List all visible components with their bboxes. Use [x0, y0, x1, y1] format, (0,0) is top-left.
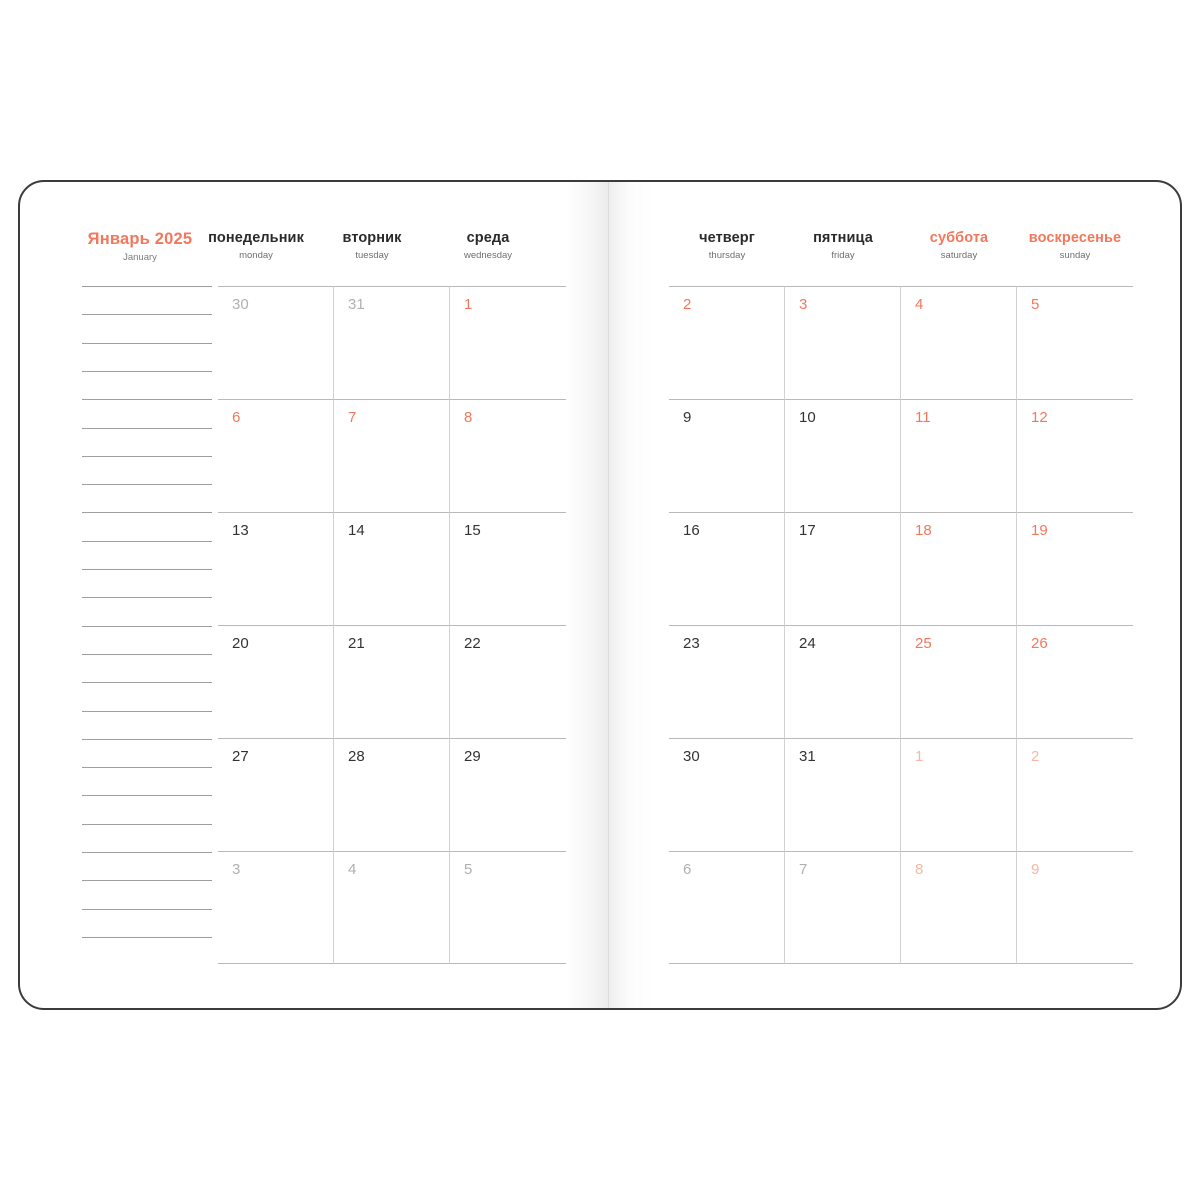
- weekday-ru: среда: [466, 230, 510, 246]
- weekday-ru: вторник: [342, 230, 402, 246]
- weekday-header-monday: [198, 230, 314, 276]
- calendar-day-cell[interactable]: [1017, 512, 1133, 625]
- weekday-en: sunday: [1059, 250, 1091, 261]
- notebook-spread: [18, 180, 1182, 1010]
- weekday-header-thursday: [669, 230, 785, 276]
- calendar-day-cell[interactable]: [785, 399, 901, 512]
- calendar-day-number: 19: [1031, 522, 1048, 539]
- note-line[interactable]: [82, 824, 212, 825]
- calendar-day-cell[interactable]: [669, 399, 785, 512]
- calendar-day-number: 12: [1031, 409, 1048, 426]
- calendar-day-number: 8: [464, 409, 473, 426]
- calendar-day-number: 17: [799, 522, 816, 539]
- calendar-day-cell[interactable]: [334, 738, 450, 851]
- note-line[interactable]: [82, 852, 212, 853]
- calendar-day-cell[interactable]: [450, 851, 566, 964]
- note-line[interactable]: [82, 314, 212, 315]
- calendar-day-number: 14: [348, 522, 365, 539]
- calendar-day-cell[interactable]: [901, 851, 1017, 964]
- note-line[interactable]: [82, 739, 212, 740]
- note-line[interactable]: [82, 484, 212, 485]
- note-line[interactable]: [82, 767, 212, 768]
- calendar-day-number: 4: [348, 861, 357, 878]
- calendar-day-cell[interactable]: [785, 512, 901, 625]
- weekday-ru: пятница: [813, 230, 873, 246]
- note-line[interactable]: [82, 795, 212, 796]
- calendar-day-number: 8: [915, 861, 924, 878]
- note-line[interactable]: [82, 880, 212, 881]
- calendar-day-cell[interactable]: [1017, 399, 1133, 512]
- calendar-day-cell[interactable]: [669, 512, 785, 625]
- calendar-day-number: 29: [464, 748, 481, 765]
- calendar-day-number: 4: [915, 296, 924, 313]
- calendar-day-number: 5: [1031, 296, 1040, 313]
- calendar-day-cell[interactable]: [218, 625, 334, 738]
- calendar-day-cell[interactable]: [901, 286, 1017, 399]
- calendar-day-cell[interactable]: [450, 625, 566, 738]
- note-line[interactable]: [82, 428, 212, 429]
- calendar-day-number: 3: [799, 296, 808, 313]
- calendar-day-number: 30: [683, 748, 700, 765]
- calendar-day-number: 31: [799, 748, 816, 765]
- calendar-day-number: 7: [348, 409, 357, 426]
- calendar-day-cell[interactable]: [1017, 286, 1133, 399]
- calendar-day-cell[interactable]: [334, 286, 450, 399]
- calendar-day-cell[interactable]: [218, 738, 334, 851]
- calendar-day-cell[interactable]: [450, 738, 566, 851]
- calendar-day-cell[interactable]: [334, 512, 450, 625]
- header-row-left: [82, 230, 546, 276]
- calendar-day-cell[interactable]: [218, 851, 334, 964]
- note-line[interactable]: [82, 937, 212, 938]
- note-line[interactable]: [82, 682, 212, 683]
- calendar-day-cell[interactable]: [901, 738, 1017, 851]
- weekday-header-sunday: [1017, 230, 1133, 276]
- note-line[interactable]: [82, 541, 212, 542]
- weekday-en: friday: [831, 250, 855, 261]
- calendar-day-number: 24: [799, 635, 816, 652]
- calendar-day-number: 6: [232, 409, 241, 426]
- calendar-day-number: 25: [915, 635, 932, 652]
- calendar-day-number: 27: [232, 748, 249, 765]
- calendar-day-cell[interactable]: [669, 738, 785, 851]
- weekday-en: tuesday: [355, 250, 389, 261]
- page-right: [624, 182, 1182, 1008]
- calendar-day-number: 1: [464, 296, 473, 313]
- calendar-day-cell[interactable]: [785, 738, 901, 851]
- calendar-grid-left: [218, 286, 566, 964]
- month-title-ru: Январь 2025: [87, 230, 193, 248]
- note-line[interactable]: [82, 456, 212, 457]
- note-line[interactable]: [82, 711, 212, 712]
- note-line[interactable]: [82, 569, 212, 570]
- calendar-day-number: 28: [348, 748, 365, 765]
- calendar-day-number: 3: [232, 861, 241, 878]
- weekday-ru: понедельник: [208, 230, 304, 246]
- note-line[interactable]: [82, 371, 212, 372]
- calendar-day-cell[interactable]: [334, 399, 450, 512]
- calendar-day-cell[interactable]: [450, 512, 566, 625]
- note-line[interactable]: [82, 512, 212, 513]
- notes-lines[interactable]: [82, 286, 212, 966]
- calendar-day-number: 10: [799, 409, 816, 426]
- calendar-day-number: 16: [683, 522, 700, 539]
- calendar-day-number: 31: [348, 296, 365, 313]
- calendar-day-number: 2: [683, 296, 692, 313]
- note-line[interactable]: [82, 343, 212, 344]
- weekday-header-saturday: [901, 230, 1017, 276]
- calendar-day-number: 5: [464, 861, 473, 878]
- calendar-day-cell[interactable]: [901, 399, 1017, 512]
- calendar-day-number: 7: [799, 861, 808, 878]
- weekday-header-tuesday: [314, 230, 430, 276]
- calendar-day-number: 2: [1031, 748, 1040, 765]
- calendar-day-cell[interactable]: [334, 851, 450, 964]
- calendar-day-number: 13: [232, 522, 249, 539]
- calendar-day-number: 18: [915, 522, 932, 539]
- calendar-day-cell[interactable]: [669, 286, 785, 399]
- weekday-header-wednesday: [430, 230, 546, 276]
- weekday-ru: суббота: [929, 230, 989, 246]
- note-line[interactable]: [82, 654, 212, 655]
- calendar-day-number: 11: [915, 409, 931, 426]
- calendar-day-number: 23: [683, 635, 700, 652]
- calendar-day-cell[interactable]: [785, 851, 901, 964]
- calendar-day-cell[interactable]: [218, 399, 334, 512]
- calendar-day-number: 21: [348, 635, 365, 652]
- calendar-day-cell[interactable]: [1017, 851, 1133, 964]
- weekday-en: wednesday: [463, 250, 513, 261]
- weekday-header-friday: [785, 230, 901, 276]
- weekday-en: monday: [239, 250, 273, 261]
- page-fold-line: [608, 182, 609, 1008]
- calendar-day-number: 26: [1031, 635, 1048, 652]
- month-title-en: January: [123, 252, 157, 263]
- note-line[interactable]: [82, 286, 212, 287]
- calendar-day-number: 9: [683, 409, 692, 426]
- note-line[interactable]: [82, 597, 212, 598]
- weekday-en: saturday: [940, 250, 978, 261]
- calendar-day-number: 9: [1031, 861, 1040, 878]
- weekday-ru: воскресенье: [1028, 230, 1122, 246]
- calendar-day-cell[interactable]: [785, 625, 901, 738]
- calendar-day-number: 15: [464, 522, 481, 539]
- calendar-day-number: 22: [464, 635, 481, 652]
- note-line[interactable]: [82, 909, 212, 910]
- note-line[interactable]: [82, 626, 212, 627]
- calendar-day-cell[interactable]: [450, 286, 566, 399]
- calendar-day-number: 20: [232, 635, 249, 652]
- calendar-day-cell[interactable]: [218, 512, 334, 625]
- weekday-en: thursday: [708, 250, 746, 261]
- calendar-day-cell[interactable]: [1017, 625, 1133, 738]
- month-title: [82, 230, 198, 276]
- calendar-day-cell[interactable]: [1017, 738, 1133, 851]
- calendar-day-cell[interactable]: [901, 512, 1017, 625]
- calendar-day-cell[interactable]: [450, 399, 566, 512]
- calendar-day-cell[interactable]: [901, 625, 1017, 738]
- calendar-day-cell[interactable]: [669, 625, 785, 738]
- calendar-day-number: 30: [232, 296, 249, 313]
- calendar-day-cell[interactable]: [785, 286, 901, 399]
- calendar-day-number: 6: [683, 861, 692, 878]
- calendar-day-number: 1: [915, 748, 924, 765]
- note-line[interactable]: [82, 399, 212, 400]
- page-left: [20, 182, 580, 1008]
- calendar-day-cell[interactable]: [669, 851, 785, 964]
- weekday-ru: четверг: [699, 230, 755, 246]
- calendar-day-cell[interactable]: [334, 625, 450, 738]
- header-row-right: [669, 230, 1133, 276]
- calendar-day-cell[interactable]: [218, 286, 334, 399]
- calendar-grid-right: [669, 286, 1133, 964]
